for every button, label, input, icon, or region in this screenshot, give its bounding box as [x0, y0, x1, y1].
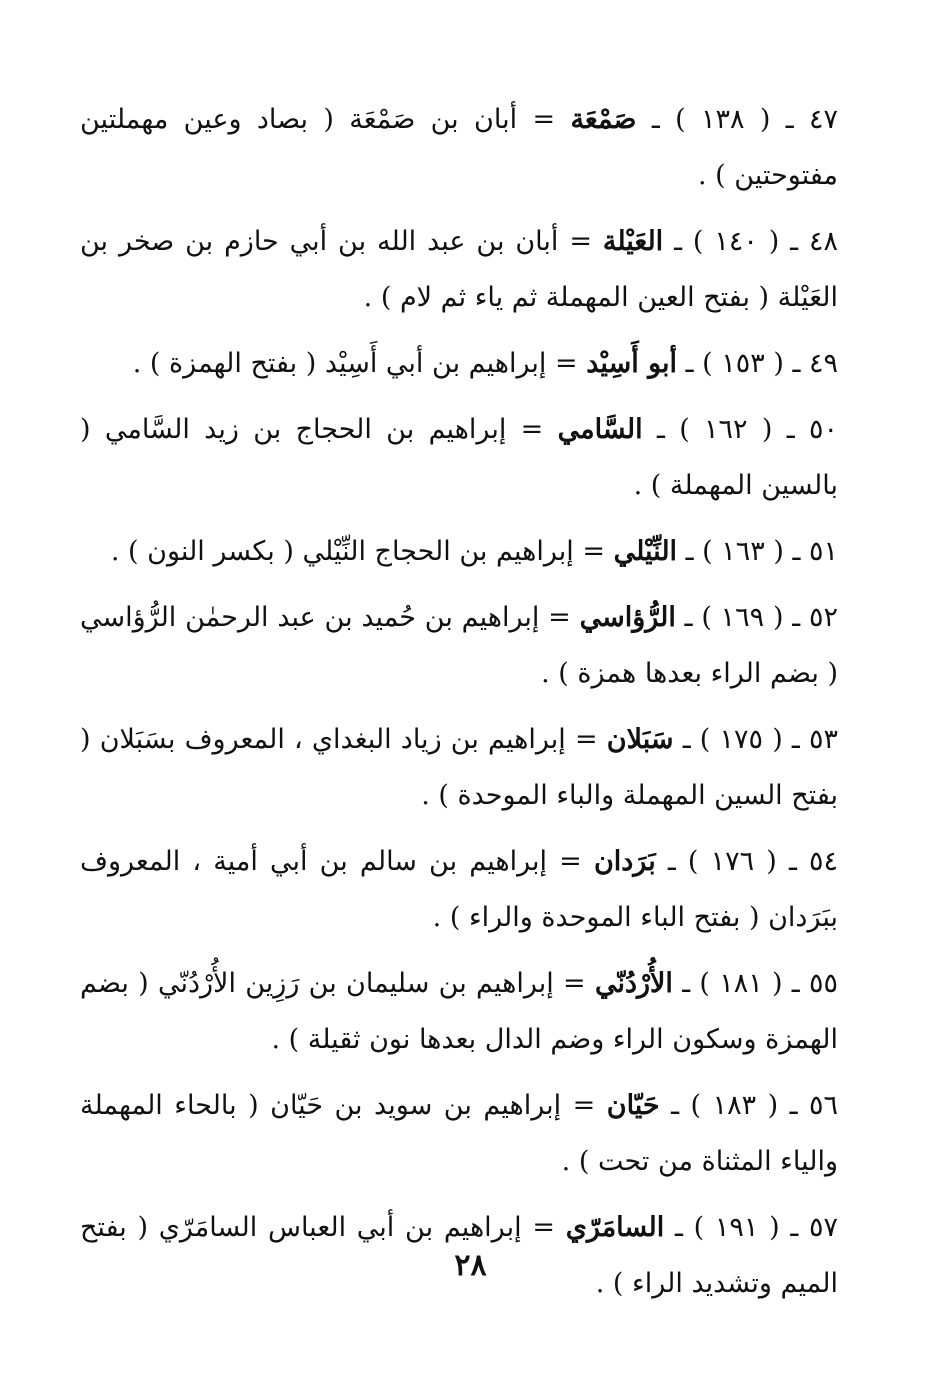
- entry-reference: ( ١٦٩ ): [701, 602, 784, 633]
- entry-reference: ( ١٥٣ ): [702, 348, 784, 379]
- entry-gloss: = إبراهيم بن أبي العباس السامَرّي ( بفتح الميم وتشديد الراء ) .: [80, 1212, 838, 1299]
- entry-gloss: = أبان بن صَمْعَة ( بصاد وعين مهملتين مفتوحتين ) .: [80, 104, 838, 191]
- entry-reference: ( ١٣٨ ): [675, 104, 771, 135]
- entry-gloss: = أبان بن عبد الله بن أبي حازم بن صخر بن العَيْلة ( بفتح العين المهملة ثم ياء ثم لام ) .: [80, 226, 838, 313]
- entry-gloss: = إبراهيم بن الحجاج بن زيد السَّامي ( بالسين المهملة ) .: [80, 414, 838, 501]
- entry-number: ٥٥: [809, 968, 839, 999]
- entry-number: ٥١: [808, 536, 838, 567]
- entry-number: ٥٧: [809, 1212, 839, 1243]
- entry-term: بَرَدان: [593, 846, 656, 877]
- entry-term: النِّيْلي: [613, 536, 678, 567]
- entry-48: ٤٨ ـ ( ١٤٠ ) ـ العَيْلة = أبان بن عبد الله بن أبي حازم بن صخر بن العَيْلة ( بفتح العين المهملة ثم ياء ثم لام ) .: [80, 226, 838, 313]
- page-number: ٢٨: [454, 1248, 487, 1283]
- page-body: [80, 92, 838, 1322]
- entry-53: ٥٣ ـ ( ١٧٥ ) ـ سَبَلان = إبراهيم بن زياد البغداي ، المعروف بسَبَلان ( بفتح السين المهملة والباء الموحدة ) .: [80, 724, 839, 811]
- entry-term: السَّامي: [557, 414, 643, 445]
- entry-reference: ( ١٩١ ): [693, 1212, 780, 1243]
- entry-term: السامَرّي: [565, 1212, 665, 1243]
- entry-term: العَيْلة: [602, 226, 664, 257]
- entry-reference: ( ١٧٥ ): [699, 724, 783, 755]
- entry-number: ٤٨: [808, 226, 838, 257]
- entry-term: حَيّان: [606, 1090, 660, 1121]
- entry-number: ٥٣: [809, 724, 839, 755]
- entry-term: الأُرْدُنّي: [594, 968, 673, 999]
- entry-54: ٥٤ ـ ( ١٧٦ ) ـ بَرَدان = إبراهيم بن سالم بن أبي أمية ، المعروف ببَرَدان ( بفتح الباء الموحدة والراء ) .: [80, 846, 839, 933]
- entry-56: ٥٦ ـ ( ١٨٣ ) ـ حَيّان = إبراهيم بن سويد بن حَيّان ( بالحاء المهملة والياء المثناة من تحت ) .: [80, 1090, 839, 1177]
- entry-reference: ( ١٨١ ): [699, 968, 783, 999]
- entry-49: ٤٩ ـ ( ١٥٣ ) ـ أبو أَسِيْد = إبراهيم بن أبي أَسِيْد ( بفتح الهمزة ) .: [132, 348, 838, 379]
- entry-gloss: = إبراهيم بن سويد بن حَيّان ( بالحاء المهملة والياء المثناة من تحت ) .: [80, 1090, 838, 1177]
- entry-55: ٥٥ ـ ( ١٨١ ) ـ الأُرْدُنّي = إبراهيم بن سليمان بن رَزِين الأُرْدُنّي ( بضم الهمزة وسكون الراء وضم الدال بعدها نون ثقيلة ) .: [80, 968, 839, 1055]
- entry-50: ٥٠ ـ ( ١٦٢ ) ـ السَّامي = إبراهيم بن الحجاج بن زيد السَّامي ( بالسين المهملة ) .: [80, 414, 838, 501]
- entry-52: ٥٢ ـ ( ١٦٩ ) ـ الرُّؤاسي = إبراهيم بن حُميد بن عبد الرحمٰن الرُّؤاسي ( بضم الراء بعدها همزة ) .: [80, 602, 838, 689]
- entry-gloss: = إبراهيم بن سليمان بن رَزِين الأُرْدُنّي ( بضم الهمزة وسكون الراء وضم الدال بعدها نون ثقيلة ) .: [80, 968, 838, 1055]
- entry-term: أبو أَسِيْد: [586, 348, 678, 379]
- entry-gloss: = إبراهيم بن زياد البغداي ، المعروف بسَبَلان ( بفتح السين المهملة والباء الموحدة ) .: [80, 724, 838, 811]
- entry-number: ٥٦: [809, 1090, 839, 1121]
- entry-reference: ( ١٦٢ ): [679, 414, 773, 445]
- entry-reference: ( ١٨٣ ): [690, 1090, 779, 1121]
- entry-gloss: = إبراهيم بن أبي أَسِيْد ( بفتح الهمزة ) .: [132, 348, 578, 379]
- entry-gloss: = إبراهيم بن سالم بن أبي أمية ، المعروف ببَرَدان ( بفتح الباء الموحدة والراء ) .: [80, 846, 838, 933]
- entry-term: سَبَلان: [606, 724, 674, 755]
- entry-number: ٥٢: [808, 602, 838, 633]
- entry-47: ٤٧ ـ ( ١٣٨ ) ـ صَمْعَة = أبان بن صَمْعَة ( بصاد وعين مهملتين مفتوحتين ) .: [80, 104, 839, 191]
- entry-gloss: = إبراهيم بن الحجاج النِّيْلي ( بكسر النون ) .: [110, 536, 605, 567]
- entry-number: ٥٠: [808, 414, 838, 445]
- entry-reference: ( ١٤٠ ): [692, 226, 780, 257]
- entry-term: صَمْعَة: [570, 104, 637, 135]
- entry-gloss: = إبراهيم بن حُميد بن عبد الرحمٰن الرُّؤاسي ( بضم الراء بعدها همزة ) .: [80, 602, 838, 689]
- entry-number: ٤٧: [809, 104, 839, 135]
- entry-57: ٥٧ ـ ( ١٩١ ) ـ السامَرّي = إبراهيم بن أبي العباس السامَرّي ( بفتح الميم وتشديد الراء ) .: [80, 1212, 839, 1299]
- entry-number: ٥٤: [809, 846, 839, 877]
- entry-number: ٤٩: [808, 348, 838, 379]
- entry-reference: ( ١٧٦ ): [687, 846, 777, 877]
- entry-51: ٥١ ـ ( ١٦٣ ) ـ النِّيْلي = إبراهيم بن الحجاج النِّيْلي ( بكسر النون ) .: [110, 536, 838, 567]
- entry-reference: ( ١٦٣ ): [702, 536, 784, 567]
- entry-term: الرُّؤاسي: [579, 602, 676, 633]
